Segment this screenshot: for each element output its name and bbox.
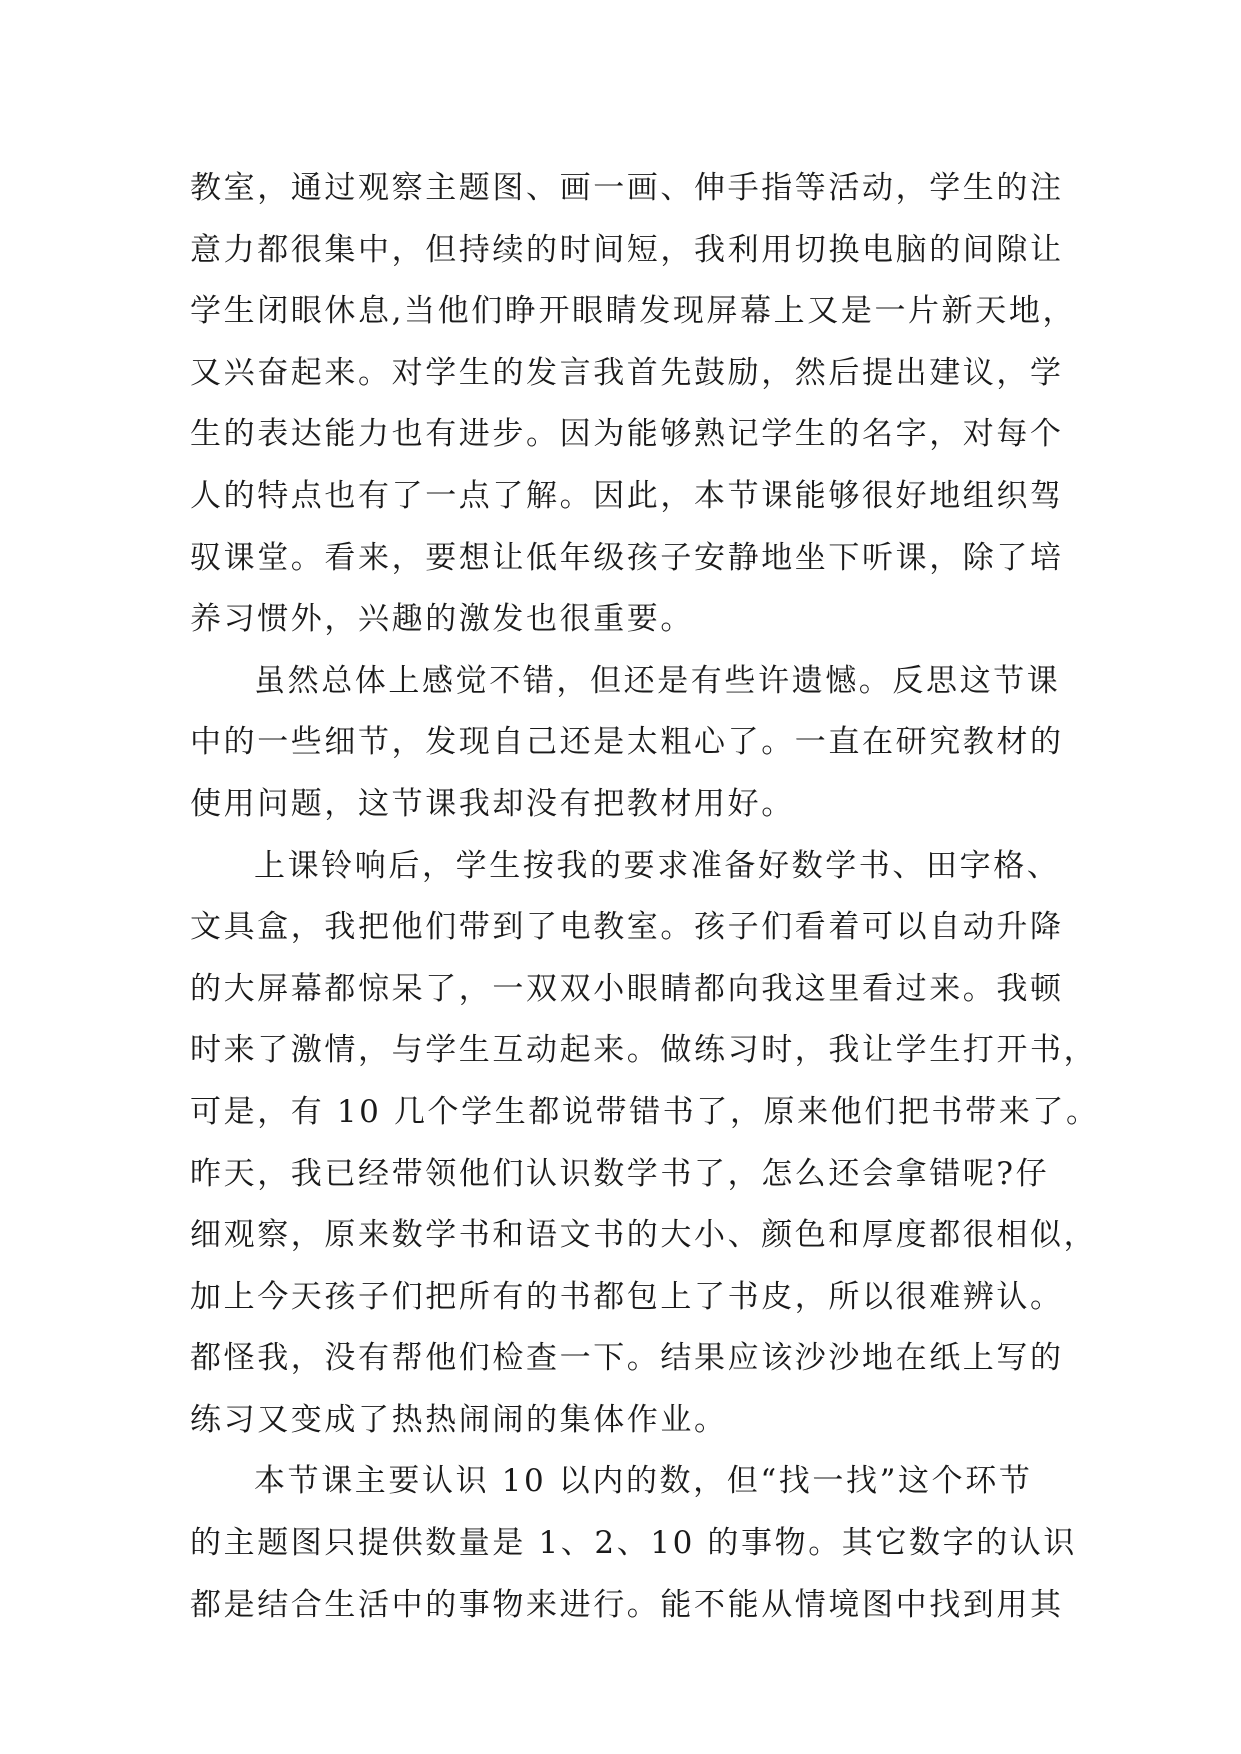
- text-line: 养习惯外，兴趣的激发也很重要。: [190, 601, 694, 638]
- text-line: 意力都很集中，但持续的时间短，我利用切换电脑的间隙让: [190, 231, 1064, 268]
- paragraph-first-line: 虽然总体上感觉不错，但还是有些许遗憾。反思这节课: [254, 662, 1061, 699]
- text-line: 生的表达能力也有进步。因为能够熟记学生的名字，对每个: [190, 416, 1064, 453]
- text-line: 教室，通过观察主题图、画一画、伸手指等活动，学生的注: [190, 170, 1064, 206]
- body-text: [190, 158, 1100, 1636]
- text-line: 中的一些细节，发现自己还是太粗心了。一直在研究教材的: [190, 724, 1064, 761]
- paragraph-first-line: 本节课主要认识 10 以内的数，但“找一找”这个环节: [254, 1463, 1033, 1500]
- text-line: 都是结合生活中的事物来进行。能不能从情境图中找到用其: [190, 1586, 1064, 1623]
- text-line: 驭课堂。看来，要想让低年级孩子安静地坐下听课，除了培: [190, 539, 1064, 576]
- text-line: 学生闭眼休息,当他们睁开眼睛发现屏幕上又是一片新天地，: [190, 293, 1077, 330]
- text-line: 细观察，原来数学书和语文书的大小、颜色和厚度都很相似，: [190, 1217, 1098, 1254]
- text-line: 使用问题，这节课我却没有把教材用好。: [190, 785, 795, 822]
- text-line: 的主题图只提供数量是 1、2、10 的事物。其它数字的认识: [190, 1525, 1077, 1562]
- text-line: 又兴奋起来。对学生的发言我首先鼓励，然后提出建议，学: [190, 354, 1064, 391]
- text-line: 人的特点也有了一点了解。因此，本节课能够很好地组织驾: [190, 477, 1064, 514]
- text-line: 时来了激情，与学生互动起来。做练习时，我让学生打开书，: [190, 1032, 1098, 1069]
- text-line: 都怪我，没有帮他们检查一下。结果应该沙沙地在纸上写的: [190, 1340, 1064, 1377]
- text-line: 练习又变成了热热闹闹的集体作业。: [190, 1401, 728, 1438]
- text-line: 昨天，我已经带领他们认识数学书了，怎么还会拿错呢?仔: [190, 1155, 1050, 1192]
- text-line: 文具盒，我把他们带到了电教室。孩子们看着可以自动升降: [190, 909, 1064, 946]
- text-line: 的大屏幕都惊呆了，一双双小眼睛都向我这里看过来。我顿: [190, 970, 1064, 1007]
- text-line: 加上今天孩子们把所有的书都包上了书皮，所以很难辨认。: [190, 1278, 1064, 1315]
- paragraph-first-line: 上课铃响后，学生按我的要求准备好数学书、田字格、: [254, 847, 1061, 884]
- text-line: 可是，有 10 几个学生都说带错书了，原来他们把书带来了。: [190, 1093, 1100, 1130]
